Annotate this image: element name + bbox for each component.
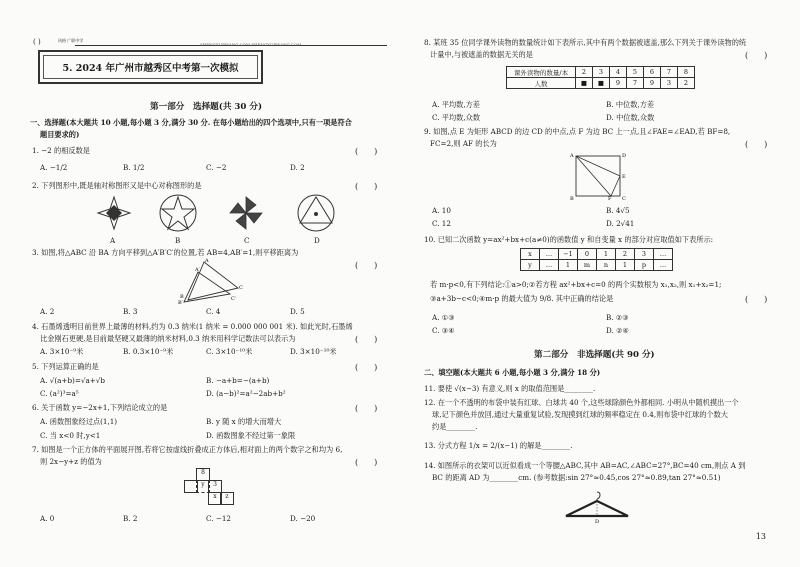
fill-in-heading: 二、填空题(本大题共 6 小题,每小题 3 分,满分 18 分) (424, 368, 601, 377)
q10-option-a: A. ①③ (432, 313, 455, 322)
q8-table-row (507, 78, 695, 89)
svg-text:B: B (570, 196, 574, 202)
q2-figure-b (158, 193, 198, 233)
q9-paren: ( ) (745, 140, 768, 149)
q2-label-a: A (110, 236, 116, 245)
table-cell: 1 (559, 260, 578, 271)
q4-option-a: A. 3×10⁻⁹米 (40, 347, 84, 356)
table-cell: 6 (644, 67, 661, 78)
net-cell: z (220, 492, 234, 505)
net-cell: 8 (196, 468, 210, 481)
q1-option-b: B. 1/2 (123, 163, 145, 172)
q7-paren: ( ) (355, 458, 378, 467)
q6-option-b: B. y 随 x 的增大而增大 (206, 417, 282, 426)
exam-title: 5. 2024 年广州市越秀区中考第一次模拟 (43, 55, 258, 79)
q5-paren: ( ) (355, 363, 378, 372)
q3-stem: 3. 如图,将△ABC 沿 BA 方向平移到△A′B′C′的位置,若 AB=4,AB′=1,则平移距离为 (32, 248, 299, 257)
part1-intro-1: 一、选择题(本大题共 10 小题,每小题 3 分,满分 30 分. 在每小题给出的四个选项中,只有一项是符合 (30, 118, 352, 127)
table-cell: 2 (678, 78, 695, 89)
table-cell: n (597, 260, 616, 271)
q8-option-d: D. 中位数,众数 (606, 113, 655, 122)
q3-option-c: C. 4 (206, 307, 221, 316)
q8-paren: ( ) (745, 51, 768, 60)
q10-table (520, 248, 673, 271)
table-cell: 8 (678, 67, 695, 78)
q7-option-a: A. 0 (40, 514, 55, 523)
q6-stem: 6. 关于函数 y=−2x+1,下列结论成立的是 (32, 403, 168, 412)
q10-option-b: B. ②③ (606, 313, 629, 322)
table-cell: 1 (597, 249, 616, 260)
svg-text:C′: C′ (231, 296, 236, 302)
q9-option-a: A. 10 (432, 206, 451, 215)
q3-option-a: A. 2 (40, 307, 55, 316)
table-cell: y (521, 260, 540, 271)
q11-text: 11. 要使 √(x−3) 有意义,则 x 的取值范围是________. (424, 384, 596, 393)
table-cell: m (578, 260, 597, 271)
table-cell: ■ (593, 78, 610, 89)
q12-line-3: 约是________. (432, 422, 478, 431)
svg-text:E: E (622, 174, 626, 180)
q9-option-c: C. 12 (432, 219, 451, 228)
table-cell: 3 (635, 249, 654, 260)
q7-net-figure (178, 468, 238, 516)
q7-option-d: D. −20 (290, 514, 316, 523)
q6-option-d: D. 函数图象不经过第一象限 (206, 431, 296, 440)
q3-paren: ( ) (355, 261, 378, 270)
q10-option-c: C. ③④ (432, 326, 455, 335)
q9-line-2: FC=2,则 AF 的长为 (430, 139, 497, 148)
q8-option-a: A. 平均数,方差 (432, 100, 480, 109)
svg-text:C: C (239, 285, 243, 291)
q1-paren: ( ) (355, 147, 378, 156)
svg-text:D: D (595, 519, 600, 525)
table-cell: x (521, 249, 540, 260)
q8-option-b: B. 中位数,方差 (606, 100, 655, 109)
q5-option-d: D. (a−b)²=a²−2ab+b² (206, 389, 286, 398)
q14-line-1: 14. 如图所示的衣架可以近似看成一个等腰△ABC,其中 AB=AC,∠ABC=27°,BC=40 cm,则点 A 到 (424, 461, 746, 470)
q2-figure-a (96, 195, 132, 231)
q12-line-2: 球,记下颜色并放回,通过大量重复试验,发现摸到红球的频率稳定在 0.4,则布袋中红球的个数大 (432, 410, 728, 419)
q8-line-2: 计量中,与被遮盖的数据无关的是 (430, 50, 533, 59)
q14-hanger-figure (562, 490, 632, 524)
part2-heading: 第二部分 非选择题(共 90 分) (534, 350, 655, 360)
table-cell: … (654, 260, 673, 271)
q5-option-b: B. −a+b=−(a+b) (206, 376, 270, 385)
q9-option-b: B. 4√5 (606, 206, 630, 215)
q4-paren: ( ) (355, 335, 378, 344)
q7-line-1: 7. 如图是一个正方体的平面展开图,若将它按虚线折叠成正方体后,相对面上的两个数字之和均为 6, (32, 445, 343, 454)
svg-text:B: B (180, 294, 184, 300)
q10-paren: ( ) (745, 295, 768, 304)
q7-option-b: B. 2 (123, 514, 138, 523)
q2-paren: ( ) (355, 182, 378, 191)
q8-table (506, 66, 695, 89)
table-cell: 4 (610, 67, 627, 78)
table-cell: 3 (661, 78, 678, 89)
table-cell: 9 (610, 78, 627, 89)
q8-table-head (507, 67, 695, 78)
table-cell: −1 (559, 249, 578, 260)
q7-line-2: 则 2x−y+z 的值为 (40, 457, 102, 466)
q10-table-y (521, 260, 673, 271)
svg-text:A: A (205, 258, 209, 264)
table-cell: 5 (627, 67, 644, 78)
q1-option-c: C. −2 (206, 163, 227, 172)
q2-stem: 2. 下列图形中,既是轴对称图形又是中心对称图形的是 (32, 181, 202, 190)
part1-intro-2: 题目要求的) (40, 130, 80, 139)
table-cell: 人数 (507, 78, 576, 89)
svg-text:B′: B′ (178, 300, 183, 306)
part1-heading: 第一部分 选择题(共 30 分) (150, 102, 263, 112)
right-column (410, 0, 800, 567)
q4-line-2: 比金刚石更硬,是目前最坚硬又最薄的纳米材料,0.3 纳米用科学记数法可以表示为 (40, 334, 296, 343)
q8-option-c: C. 平均数,众数 (432, 113, 481, 122)
table-cell: ■ (576, 78, 593, 89)
q2-label-b: B (175, 236, 181, 245)
q6-option-c: C. 当 x<0 时,y<1 (40, 431, 101, 440)
q2-figure-c (228, 195, 264, 231)
title-banner (38, 50, 263, 84)
q4-option-c: C. 3×10⁻¹⁰米 (206, 347, 253, 356)
table-cell: 3 (593, 67, 610, 78)
q3-option-b: B. 3 (123, 307, 138, 316)
q6-paren: ( ) (355, 404, 378, 413)
q6-option-a: A. 函数图象经过点(1,1) (40, 417, 118, 426)
table-cell: 9 (644, 78, 661, 89)
q4-option-b: B. 0.3×10⁻⁹米 (123, 347, 174, 356)
q7-option-c: C. −12 (206, 514, 231, 523)
q2-label-c: C (244, 236, 250, 245)
q1-option-d: D. 2 (290, 163, 305, 172)
q9-figure (570, 150, 628, 200)
q10-table-x (521, 249, 673, 260)
table-cell: p (635, 260, 654, 271)
q1-stem: 1. −2 的相反数是 (32, 146, 90, 155)
q5-option-c: C. (a²)³=a⁵ (40, 389, 79, 398)
net-cell: y (196, 480, 210, 493)
svg-text:D: D (622, 153, 627, 159)
page-number: 13 (755, 532, 766, 541)
q3-figure (178, 258, 248, 304)
table-cell: 1 (616, 260, 635, 271)
table-cell: 7 (627, 78, 644, 89)
q10-line-2: 若 m·p<0,有下列结论:①a>0;②若方程 ax²+bx+c=0 的两个实数根为 x₁,x₂,则 x₁+x₂=1; (430, 280, 722, 289)
q9-line-1: 9. 如图,点 E 为矩形 ABCD 的边 CD 的中点,点 F 为边 BC 上一点,且∠FAE=∠EAD,若 BF=8, (424, 127, 731, 136)
svg-text:C: C (622, 196, 626, 202)
logo-text: 风格 广联中学 (58, 38, 84, 43)
q14-line-2: BC 的距离 AD 为________cm. (参考数据:sin 27°≈0.45,cos 27°≈0.89,tan 27°≈0.51) (432, 473, 721, 482)
svg-text:A′: A′ (195, 267, 200, 273)
svg-text:F: F (608, 196, 612, 202)
q4-line-1: 4. 石墨烯透明目前世界上最薄的材料,约为 0.3 纳米(1 纳米 = 0.000 000 001 米). 如此光时,石墨烯 (32, 322, 353, 331)
q10-line-1: 10. 已知二次函数 y=ax²+bx+c(a≠0)的函数值 y 和自变量 x 的部分对应取值如下表所示: (424, 235, 714, 244)
net-cell: x (208, 492, 222, 505)
corner-mark: ( ) (33, 38, 41, 46)
q8-line-1: 8. 某班 35 位同学课外读物的数量统计如下表所示,其中有两个数据被遮盖,那么下列关于课外读物的统 (424, 38, 747, 47)
table-cell: 0 (578, 249, 597, 260)
svg-text:A: A (570, 153, 574, 159)
table-cell: 2 (616, 249, 635, 260)
q12-line-1: 12. 在一个不透明的布袋中装有红球、白球共 40 个,这些球除颜色外都相同. 小明从中随机摸出一个 (424, 398, 739, 407)
net-cell: 3 (208, 480, 222, 493)
table-cell: 2 (576, 67, 593, 78)
q4-option-d: D. 3×10⁻¹⁰米 (290, 347, 337, 356)
q2-label-d: D (314, 236, 320, 245)
table-cell: … (654, 249, 673, 260)
q1-option-a: A. −1/2 (40, 163, 68, 172)
q2-figure-d (296, 193, 336, 233)
q5-option-a: A. √(a+b)=√a+√b (40, 376, 105, 385)
q10-line-3: ③a+3b−c<0;④m·p 的最大值为 9/8. 其中正确的结论是 (430, 294, 614, 303)
table-cell: … (540, 249, 559, 260)
q3-option-d: D. 5 (290, 307, 305, 316)
q9-option-d: D. 2√41 (606, 219, 635, 228)
url-strip: SHENGXUEWANG.COM SHENGXUEWANG.COM (200, 42, 302, 47)
table-cell: 课外读物的数量/本 (507, 67, 576, 78)
table-cell: … (540, 260, 559, 271)
q10-option-d: D. ②④ (606, 326, 629, 335)
q5-stem: 5. 下列运算正确的是 (32, 362, 99, 371)
table-cell: 7 (661, 67, 678, 78)
q13-text: 13. 分式方程 1/x = 2/(x−1) 的解是________. (424, 441, 573, 450)
